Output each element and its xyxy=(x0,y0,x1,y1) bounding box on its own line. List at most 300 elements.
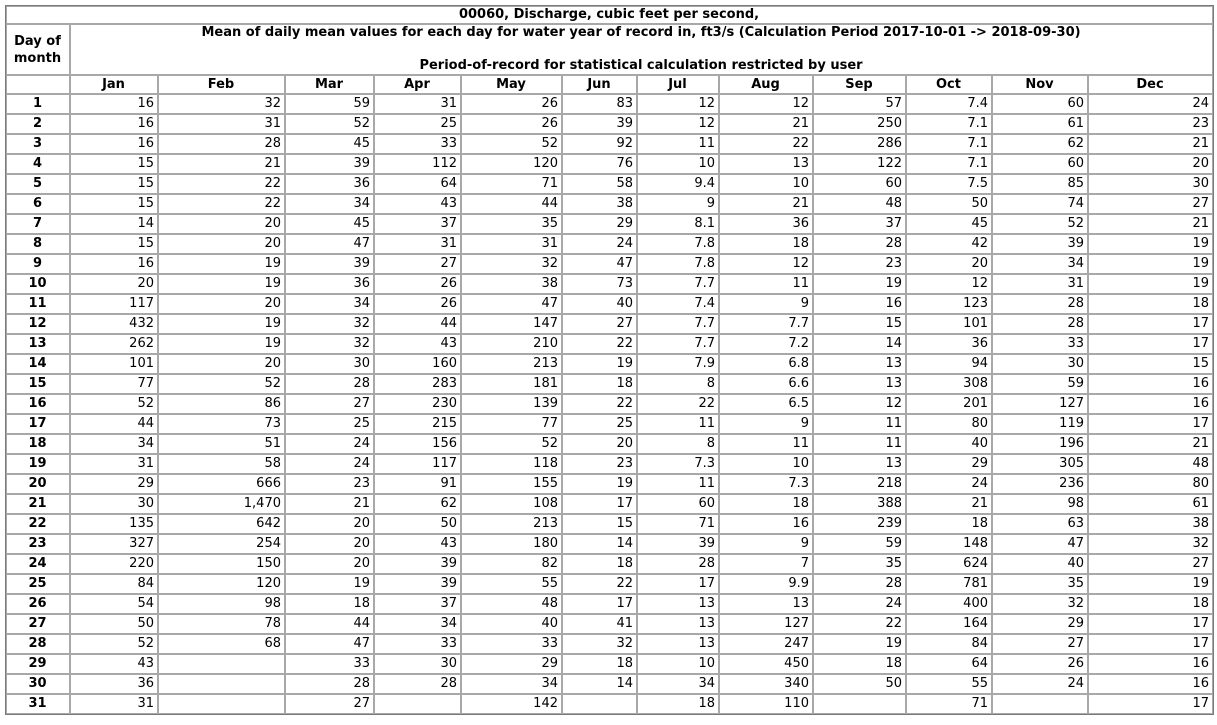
value-cell-jul: 11 xyxy=(637,134,719,154)
value-cell-apr: 43 xyxy=(374,194,461,214)
value-cell-jul: 12 xyxy=(637,114,719,134)
value-cell-jan: 220 xyxy=(70,554,158,574)
value-cell-may: 213 xyxy=(461,354,562,374)
value-cell-may: 29 xyxy=(461,654,562,674)
value-cell-aug: 9 xyxy=(719,534,813,554)
value-cell-jun: 24 xyxy=(562,234,637,254)
table-row xyxy=(6,654,1213,674)
value-cell-aug: 7.7 xyxy=(719,314,813,334)
value-cell-nov: 34 xyxy=(992,254,1088,274)
value-cell-aug: 16 xyxy=(719,514,813,534)
value-cell-sep: 11 xyxy=(813,434,906,454)
value-cell-aug: 9.9 xyxy=(719,574,813,594)
value-cell-jul: 34 xyxy=(637,674,719,694)
value-cell-may: 118 xyxy=(461,454,562,474)
day-label: 14 xyxy=(6,354,70,374)
value-cell-feb: 1,470 xyxy=(158,494,285,514)
value-cell-feb: 20 xyxy=(158,354,285,374)
value-cell-apr: 25 xyxy=(374,114,461,134)
value-cell-dec: 18 xyxy=(1088,294,1213,314)
month-header-jun: Jun xyxy=(562,75,637,94)
value-cell-mar: 25 xyxy=(285,414,374,434)
value-cell-nov: 52 xyxy=(992,214,1088,234)
value-cell-dec: 21 xyxy=(1088,434,1213,454)
value-cell-jul: 7.7 xyxy=(637,274,719,294)
table-row xyxy=(6,554,1213,574)
corner-blank-cell xyxy=(6,75,70,94)
value-cell-oct: 308 xyxy=(906,374,992,394)
value-cell-dec: 16 xyxy=(1088,674,1213,694)
value-cell-dec: 32 xyxy=(1088,534,1213,554)
value-cell-mar: 39 xyxy=(285,154,374,174)
value-cell-jun: 19 xyxy=(562,354,637,374)
value-cell-may: 47 xyxy=(461,294,562,314)
value-cell-may: 213 xyxy=(461,514,562,534)
value-cell-aug: 110 xyxy=(719,694,813,714)
value-cell-jul: 8.1 xyxy=(637,214,719,234)
value-cell-nov: 63 xyxy=(992,514,1088,534)
value-cell-nov: 61 xyxy=(992,114,1088,134)
discharge-statistics-table xyxy=(5,5,1214,715)
value-cell-may: 34 xyxy=(461,674,562,694)
value-cell-apr: 26 xyxy=(374,294,461,314)
value-cell-jul: 7.8 xyxy=(637,254,719,274)
day-label: 21 xyxy=(6,494,70,514)
value-cell-jul: 11 xyxy=(637,414,719,434)
value-cell-oct: 29 xyxy=(906,454,992,474)
value-cell-jul: 18 xyxy=(637,694,719,714)
value-cell-jan: 44 xyxy=(70,414,158,434)
value-cell-oct: 624 xyxy=(906,554,992,574)
table-row xyxy=(6,294,1213,314)
value-cell-jul: 7.9 xyxy=(637,354,719,374)
value-cell-sep: 35 xyxy=(813,554,906,574)
value-cell-feb: 78 xyxy=(158,614,285,634)
value-cell-jan: 52 xyxy=(70,394,158,414)
value-cell-mar: 44 xyxy=(285,614,374,634)
value-cell-nov: 30 xyxy=(992,354,1088,374)
month-header-jul: Jul xyxy=(637,75,719,94)
value-cell-apr: 62 xyxy=(374,494,461,514)
value-cell-oct: 80 xyxy=(906,414,992,434)
table-row xyxy=(6,534,1213,554)
value-cell-sep: 28 xyxy=(813,234,906,254)
table-row xyxy=(6,574,1213,594)
value-cell-nov: 85 xyxy=(992,174,1088,194)
value-cell-jun: 29 xyxy=(562,214,637,234)
value-cell-oct: 781 xyxy=(906,574,992,594)
table-row xyxy=(6,414,1213,434)
month-header-mar: Mar xyxy=(285,75,374,94)
value-cell-nov: 28 xyxy=(992,294,1088,314)
value-cell-dec: 21 xyxy=(1088,134,1213,154)
value-cell-dec: 19 xyxy=(1088,234,1213,254)
value-cell-jan: 16 xyxy=(70,134,158,154)
value-cell-nov: 35 xyxy=(992,574,1088,594)
value-cell-dec: 21 xyxy=(1088,214,1213,234)
table-row xyxy=(6,214,1213,234)
value-cell-feb: 120 xyxy=(158,574,285,594)
day-label: 23 xyxy=(6,534,70,554)
value-cell-jun: 38 xyxy=(562,194,637,214)
month-header-dec: Dec xyxy=(1088,75,1213,94)
value-cell-mar: 59 xyxy=(285,94,374,114)
value-cell-oct: 45 xyxy=(906,214,992,234)
value-cell-feb: 19 xyxy=(158,334,285,354)
value-cell-nov: 59 xyxy=(992,374,1088,394)
value-cell-may: 155 xyxy=(461,474,562,494)
table-body xyxy=(6,94,1213,714)
value-cell-jun: 22 xyxy=(562,334,637,354)
value-cell-feb: 58 xyxy=(158,454,285,474)
value-cell-sep: 218 xyxy=(813,474,906,494)
day-label: 28 xyxy=(6,634,70,654)
value-cell-mar: 34 xyxy=(285,294,374,314)
table-row xyxy=(6,334,1213,354)
value-cell-dec: 17 xyxy=(1088,414,1213,434)
value-cell-jan: 262 xyxy=(70,334,158,354)
value-cell-aug: 9 xyxy=(719,414,813,434)
value-cell-oct: 64 xyxy=(906,654,992,674)
table-row xyxy=(6,374,1213,394)
value-cell-jan: 50 xyxy=(70,614,158,634)
value-cell-nov: 47 xyxy=(992,534,1088,554)
value-cell-may: 52 xyxy=(461,134,562,154)
value-cell-jan: 34 xyxy=(70,434,158,454)
value-cell-mar: 36 xyxy=(285,274,374,294)
value-cell-apr: 33 xyxy=(374,634,461,654)
value-cell-oct: 101 xyxy=(906,314,992,334)
value-cell-jun: 92 xyxy=(562,134,637,154)
value-cell-jan: 30 xyxy=(70,494,158,514)
value-cell-feb: 20 xyxy=(158,234,285,254)
value-cell-jun: 58 xyxy=(562,174,637,194)
value-cell-aug: 36 xyxy=(719,214,813,234)
value-cell-mar: 28 xyxy=(285,674,374,694)
value-cell-feb: 19 xyxy=(158,314,285,334)
value-cell-mar: 28 xyxy=(285,374,374,394)
value-cell-jul: 7.3 xyxy=(637,454,719,474)
value-cell-dec: 17 xyxy=(1088,694,1213,714)
day-label: 3 xyxy=(6,134,70,154)
value-cell-may: 35 xyxy=(461,214,562,234)
table-row xyxy=(6,234,1213,254)
month-header-feb: Feb xyxy=(158,75,285,94)
value-cell-jul: 11 xyxy=(637,474,719,494)
value-cell-feb: 150 xyxy=(158,554,285,574)
day-label: 6 xyxy=(6,194,70,214)
value-cell-may: 120 xyxy=(461,154,562,174)
value-cell-oct: 20 xyxy=(906,254,992,274)
value-cell-may: 44 xyxy=(461,194,562,214)
day-label: 16 xyxy=(6,394,70,414)
value-cell-oct: 201 xyxy=(906,394,992,414)
day-label: 26 xyxy=(6,594,70,614)
value-cell-apr: 43 xyxy=(374,334,461,354)
value-cell-mar: 33 xyxy=(285,654,374,674)
value-cell-dec: 19 xyxy=(1088,574,1213,594)
value-cell-apr: 26 xyxy=(374,274,461,294)
value-cell-oct: 94 xyxy=(906,354,992,374)
value-cell-dec: 24 xyxy=(1088,94,1213,114)
value-cell-apr: 64 xyxy=(374,174,461,194)
table-row xyxy=(6,134,1213,154)
day-label: 20 xyxy=(6,474,70,494)
value-cell-sep: 19 xyxy=(813,274,906,294)
value-cell-jun: 17 xyxy=(562,494,637,514)
value-cell-sep: 15 xyxy=(813,314,906,334)
value-cell-jun: 32 xyxy=(562,634,637,654)
value-cell-dec: 17 xyxy=(1088,634,1213,654)
value-cell-dec: 20 xyxy=(1088,154,1213,174)
value-cell-dec: 17 xyxy=(1088,314,1213,334)
value-cell-jan: 84 xyxy=(70,574,158,594)
month-header-sep: Sep xyxy=(813,75,906,94)
value-cell-aug: 11 xyxy=(719,274,813,294)
value-cell-feb: 254 xyxy=(158,534,285,554)
value-cell-oct: 42 xyxy=(906,234,992,254)
value-cell-feb xyxy=(158,654,285,674)
value-cell-may: 210 xyxy=(461,334,562,354)
value-cell-aug: 11 xyxy=(719,434,813,454)
value-cell-dec: 19 xyxy=(1088,254,1213,274)
table-row xyxy=(6,514,1213,534)
value-cell-may: 52 xyxy=(461,434,562,454)
value-cell-nov: 31 xyxy=(992,274,1088,294)
value-cell-jan: 101 xyxy=(70,354,158,374)
value-cell-feb xyxy=(158,674,285,694)
value-cell-jan: 15 xyxy=(70,234,158,254)
value-cell-sep: 13 xyxy=(813,354,906,374)
value-cell-apr: 39 xyxy=(374,574,461,594)
value-cell-jun: 76 xyxy=(562,154,637,174)
day-label: 18 xyxy=(6,434,70,454)
value-cell-jun: 14 xyxy=(562,674,637,694)
value-cell-apr: 28 xyxy=(374,674,461,694)
value-cell-jul: 39 xyxy=(637,534,719,554)
value-cell-nov: 60 xyxy=(992,154,1088,174)
value-cell-sep: 60 xyxy=(813,174,906,194)
value-cell-sep: 250 xyxy=(813,114,906,134)
value-cell-jun: 40 xyxy=(562,294,637,314)
table-row xyxy=(6,614,1213,634)
value-cell-mar: 30 xyxy=(285,354,374,374)
month-header-oct: Oct xyxy=(906,75,992,94)
table-row xyxy=(6,174,1213,194)
value-cell-feb: 20 xyxy=(158,294,285,314)
value-cell-sep: 19 xyxy=(813,634,906,654)
value-cell-aug: 247 xyxy=(719,634,813,654)
value-cell-oct: 55 xyxy=(906,674,992,694)
value-cell-apr: 230 xyxy=(374,394,461,414)
value-cell-feb: 22 xyxy=(158,194,285,214)
value-cell-jan: 54 xyxy=(70,594,158,614)
value-cell-feb: 98 xyxy=(158,594,285,614)
value-cell-jan: 16 xyxy=(70,254,158,274)
row-header-line-1: Day of xyxy=(14,33,61,49)
value-cell-aug: 21 xyxy=(719,114,813,134)
value-cell-may: 139 xyxy=(461,394,562,414)
value-cell-nov: 33 xyxy=(992,334,1088,354)
value-cell-dec: 16 xyxy=(1088,374,1213,394)
value-cell-jul: 17 xyxy=(637,574,719,594)
value-cell-nov: 27 xyxy=(992,634,1088,654)
value-cell-oct: 21 xyxy=(906,494,992,514)
value-cell-jan: 52 xyxy=(70,634,158,654)
value-cell-dec: 16 xyxy=(1088,394,1213,414)
value-cell-dec: 27 xyxy=(1088,554,1213,574)
value-cell-oct: 18 xyxy=(906,514,992,534)
table-row xyxy=(6,114,1213,134)
value-cell-mar: 52 xyxy=(285,114,374,134)
row-header-day-of-month xyxy=(6,24,70,75)
value-cell-mar: 21 xyxy=(285,494,374,514)
value-cell-jan: 77 xyxy=(70,374,158,394)
value-cell-mar: 18 xyxy=(285,594,374,614)
value-cell-mar: 20 xyxy=(285,554,374,574)
value-cell-jul: 13 xyxy=(637,614,719,634)
value-cell-oct: 7.1 xyxy=(906,134,992,154)
value-cell-jul: 7.8 xyxy=(637,234,719,254)
day-label: 4 xyxy=(6,154,70,174)
value-cell-jan: 15 xyxy=(70,154,158,174)
table-row xyxy=(6,474,1213,494)
day-label: 19 xyxy=(6,454,70,474)
value-cell-may: 33 xyxy=(461,634,562,654)
value-cell-aug: 450 xyxy=(719,654,813,674)
value-cell-jun: 27 xyxy=(562,314,637,334)
value-cell-dec: 38 xyxy=(1088,514,1213,534)
value-cell-may: 147 xyxy=(461,314,562,334)
value-cell-mar: 24 xyxy=(285,454,374,474)
value-cell-jan: 135 xyxy=(70,514,158,534)
value-cell-oct: 400 xyxy=(906,594,992,614)
value-cell-jun: 20 xyxy=(562,434,637,454)
value-cell-dec: 19 xyxy=(1088,274,1213,294)
value-cell-jan: 36 xyxy=(70,674,158,694)
value-cell-sep: 13 xyxy=(813,374,906,394)
value-cell-aug: 7.2 xyxy=(719,334,813,354)
table-row xyxy=(6,154,1213,174)
value-cell-sep: 22 xyxy=(813,614,906,634)
value-cell-oct: 24 xyxy=(906,474,992,494)
value-cell-aug: 13 xyxy=(719,594,813,614)
value-cell-mar: 27 xyxy=(285,694,374,714)
value-cell-oct: 7.5 xyxy=(906,174,992,194)
value-cell-apr: 117 xyxy=(374,454,461,474)
value-cell-mar: 45 xyxy=(285,214,374,234)
value-cell-nov: 62 xyxy=(992,134,1088,154)
value-cell-aug: 340 xyxy=(719,674,813,694)
value-cell-may: 77 xyxy=(461,414,562,434)
value-cell-jun: 22 xyxy=(562,394,637,414)
value-cell-jan: 16 xyxy=(70,94,158,114)
table-subtitle xyxy=(70,24,1213,75)
value-cell-mar: 39 xyxy=(285,254,374,274)
value-cell-feb: 86 xyxy=(158,394,285,414)
table-row xyxy=(6,94,1213,114)
value-cell-nov: 196 xyxy=(992,434,1088,454)
value-cell-sep: 24 xyxy=(813,594,906,614)
value-cell-jun: 18 xyxy=(562,654,637,674)
value-cell-aug: 10 xyxy=(719,174,813,194)
value-cell-jul: 7.4 xyxy=(637,294,719,314)
value-cell-mar: 32 xyxy=(285,334,374,354)
value-cell-feb: 32 xyxy=(158,94,285,114)
value-cell-jan: 43 xyxy=(70,654,158,674)
value-cell-jan: 14 xyxy=(70,214,158,234)
month-header-jan: Jan xyxy=(70,75,158,94)
value-cell-jun: 17 xyxy=(562,594,637,614)
value-cell-nov: 74 xyxy=(992,194,1088,214)
value-cell-dec: 15 xyxy=(1088,354,1213,374)
value-cell-may: 48 xyxy=(461,594,562,614)
value-cell-aug: 7.3 xyxy=(719,474,813,494)
value-cell-apr: 156 xyxy=(374,434,461,454)
value-cell-aug: 12 xyxy=(719,254,813,274)
value-cell-nov: 305 xyxy=(992,454,1088,474)
table-row xyxy=(6,594,1213,614)
value-cell-may: 26 xyxy=(461,114,562,134)
value-cell-sep: 28 xyxy=(813,574,906,594)
value-cell-jan: 16 xyxy=(70,114,158,134)
value-cell-sep: 286 xyxy=(813,134,906,154)
value-cell-apr: 31 xyxy=(374,234,461,254)
day-label: 22 xyxy=(6,514,70,534)
value-cell-apr xyxy=(374,694,461,714)
month-header-may: May xyxy=(461,75,562,94)
table-row xyxy=(6,434,1213,454)
value-cell-jun: 25 xyxy=(562,414,637,434)
value-cell-jul: 13 xyxy=(637,594,719,614)
table-row xyxy=(6,634,1213,654)
value-cell-apr: 283 xyxy=(374,374,461,394)
value-cell-mar: 23 xyxy=(285,474,374,494)
value-cell-nov: 28 xyxy=(992,314,1088,334)
value-cell-apr: 43 xyxy=(374,534,461,554)
day-label: 1 xyxy=(6,94,70,114)
day-label: 10 xyxy=(6,274,70,294)
value-cell-jun: 41 xyxy=(562,614,637,634)
value-cell-aug: 22 xyxy=(719,134,813,154)
value-cell-dec: 17 xyxy=(1088,614,1213,634)
day-label: 15 xyxy=(6,374,70,394)
value-cell-feb: 73 xyxy=(158,414,285,434)
value-cell-nov: 119 xyxy=(992,414,1088,434)
value-cell-aug: 13 xyxy=(719,154,813,174)
value-cell-sep: 11 xyxy=(813,414,906,434)
value-cell-nov: 26 xyxy=(992,654,1088,674)
value-cell-dec: 27 xyxy=(1088,194,1213,214)
value-cell-aug: 18 xyxy=(719,494,813,514)
value-cell-jan: 31 xyxy=(70,454,158,474)
value-cell-nov: 236 xyxy=(992,474,1088,494)
value-cell-jul: 7.7 xyxy=(637,314,719,334)
value-cell-apr: 215 xyxy=(374,414,461,434)
value-cell-jun: 23 xyxy=(562,454,637,474)
value-cell-oct: 50 xyxy=(906,194,992,214)
value-cell-may: 108 xyxy=(461,494,562,514)
value-cell-jul: 22 xyxy=(637,394,719,414)
day-label: 31 xyxy=(6,694,70,714)
value-cell-oct: 40 xyxy=(906,434,992,454)
day-label: 24 xyxy=(6,554,70,574)
value-cell-sep: 16 xyxy=(813,294,906,314)
value-cell-aug: 21 xyxy=(719,194,813,214)
value-cell-feb: 20 xyxy=(158,214,285,234)
value-cell-jul: 9.4 xyxy=(637,174,719,194)
value-cell-aug: 12 xyxy=(719,94,813,114)
